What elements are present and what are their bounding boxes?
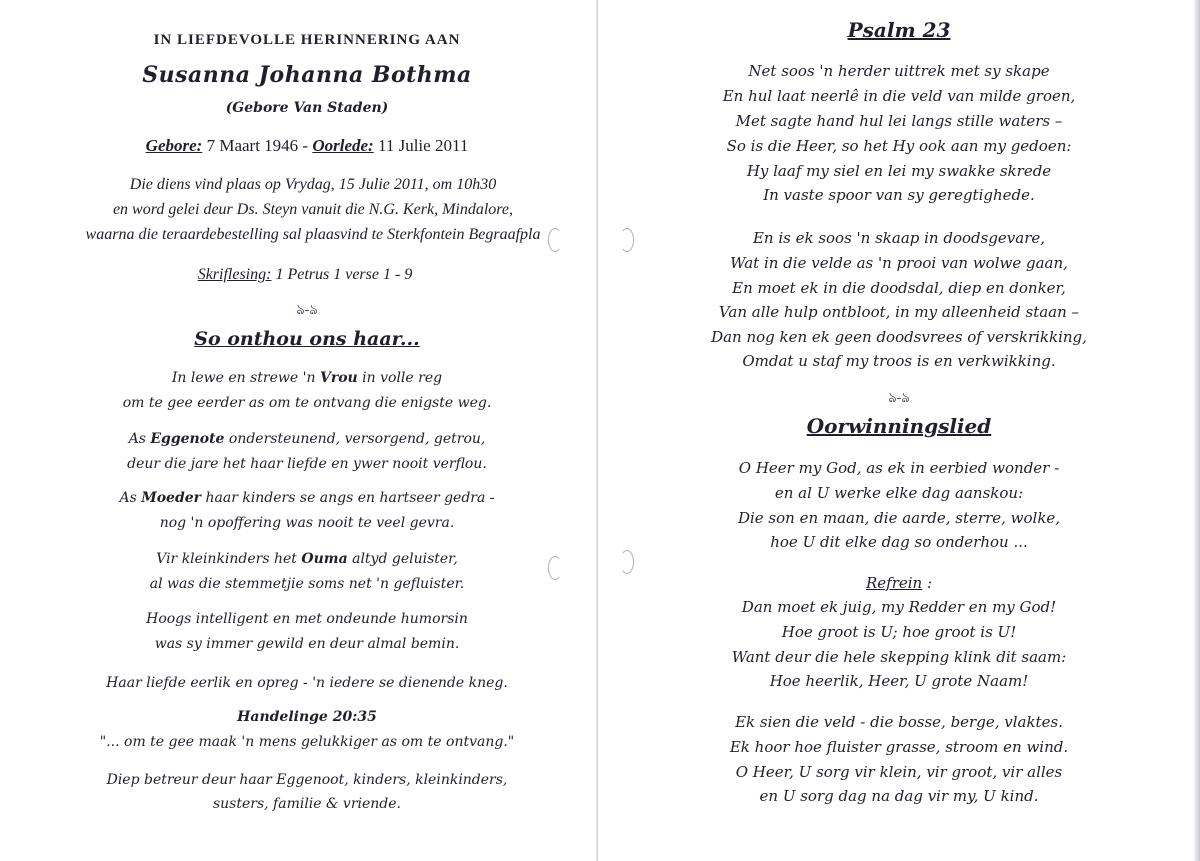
punch-hole: [548, 228, 562, 252]
service-line: waarna die teraardebestelling sal plaasvind te Sterkfontein Begraafpla: [85, 226, 541, 243]
poem-line: [0, 551, 598, 567]
psalm-line: Hy laaf my siel en lei my swakke skrede: [746, 162, 1052, 180]
born-label: Gebore:: [145, 136, 203, 155]
psalm-title: Psalm 23: [847, 18, 951, 42]
hymn-line: O Heer, U sorg vir klein, vir groot, vir alles: [735, 763, 1063, 781]
ornament-divider: ঌ-ঌ: [888, 390, 910, 406]
reference-title: Handelinge 20:35: [237, 709, 377, 725]
poem-line: was sy immer gewild en deur almal bemin.: [154, 636, 460, 652]
refrain-line: Hoe heerlik, Heer, U grote Naam!: [769, 672, 1029, 690]
died-date: 11 Julie 2011: [373, 136, 469, 155]
mourners-line: susters, familie & vriende.: [212, 796, 402, 812]
poem-line: [0, 490, 598, 506]
poem-line: deur die jare het haar liefde en ywer nooit verflou.: [127, 456, 487, 472]
refrain-line: Dan moet ek juig, my Redder en my God!: [741, 598, 1057, 616]
ornament-divider: ঌ-ঌ: [296, 302, 318, 318]
poem-text: As: [119, 490, 142, 506]
poem-text: In lewe en strewe 'n: [171, 370, 320, 386]
left-page: [0, 0, 598, 861]
hymn-line: en U sorg dag na dag vir my, U kind.: [759, 787, 1039, 805]
poem-text: As: [128, 431, 151, 447]
psalm-line: En hul laat neerlê in die veld van milde groen,: [722, 87, 1076, 105]
psalm-line: Wat in die velde as 'n prooi van wolwe gaan,: [730, 254, 1068, 272]
service-line: Die diens vind plaas op Vrydag, 15 Julie 2011, om 10h30: [129, 176, 497, 193]
hymn-line: Die son en maan, die aarde, sterre, wolke,: [737, 509, 1061, 527]
psalm-line: Net soos 'n herder uittrek met sy skape: [748, 62, 1050, 80]
mourners-line: Diep betreur deur haar Eggenoot, kinders, kleinkinders,: [106, 772, 508, 788]
poem-line: om te gee eerder as om te ontvang die enigste weg.: [122, 395, 492, 411]
memorial-header: IN LIEFDEVOLLE HERINNERING AAN: [153, 32, 461, 48]
poem-emphasis: Ouma: [301, 551, 348, 567]
refrain-label-text: Refrein: [865, 574, 923, 592]
hymn-line: Ek hoor hoe fluister grasse, stroom en wind.: [729, 738, 1069, 756]
hymn-title: Oorwinningslied: [806, 414, 992, 438]
psalm-line: Met sagte hand hul lei langs stille waters –: [735, 112, 1063, 130]
scripture-line: [0, 266, 598, 284]
poem-emphasis: Eggenote: [150, 431, 225, 447]
poem-text: Vir kleinkinders het: [156, 551, 302, 567]
poem-text: ondersteunend, versorgend, getrou,: [224, 431, 486, 447]
right-page: [598, 0, 1200, 861]
poem-emphasis: Moeder: [141, 490, 202, 506]
punch-hole: [620, 550, 634, 574]
poem-text: altyd geluister,: [347, 551, 458, 567]
psalm-line: So is die Heer, so het Hy ook aan my gedoen:: [726, 137, 1072, 155]
poem-line: [0, 431, 598, 447]
refrain-label: [598, 574, 1200, 592]
poem-text: in volle reg: [357, 370, 443, 386]
psalm-line: Dan nog ken ek geen doodsvrees of verskrikking,: [711, 328, 1087, 346]
poem-line: al was die stemmetjie soms net 'n gefluister.: [149, 576, 465, 592]
poem-title: So onthou ons haar...: [194, 328, 420, 350]
poem-line: Haar liefde eerlik en opreg - 'n iedere se dienende kneg.: [106, 675, 508, 691]
poem-line: [0, 370, 598, 386]
psalm-line: Omdat u staf my troos is en verkwikking.: [742, 352, 1056, 370]
maiden-name: (Gebore Van Staden): [225, 100, 389, 116]
scripture-text: 1 Petrus 1 verse 1 - 9: [271, 266, 413, 283]
page-edge: [1194, 0, 1200, 861]
service-line: en word gelei deur Ds. Steyn vanuit die N.G. Kerk, Mindalore,: [112, 201, 514, 218]
psalm-line: En is ek soos 'n skaap in doodsgevare,: [752, 229, 1046, 247]
died-label: Oorlede:: [312, 136, 374, 155]
psalm-line: En moet ek in die doodsdal, diep en donker,: [732, 279, 1066, 297]
punch-hole: [548, 556, 562, 580]
refrain-colon: :: [922, 574, 933, 592]
punch-hole: [620, 228, 634, 252]
deceased-name: Susanna Johanna Bothma: [142, 62, 472, 88]
dates-line: [0, 136, 598, 156]
psalm-line: In vaste spoor van sy geregtighede.: [763, 186, 1035, 204]
poem-line: nog 'n opoffering was nooit te veel gevra.: [159, 515, 455, 531]
poem-line: Hoogs intelligent en met ondeunde humorsin: [146, 611, 468, 627]
poem-emphasis: Vrou: [319, 370, 358, 386]
reference-quote: "... om te gee maak 'n mens gelukkiger as om te ontvang.": [99, 734, 515, 750]
refrain-line: Want deur die hele skepping klink dit saam:: [731, 648, 1067, 666]
hymn-line: Ek sien die veld - die bosse, berge, vlaktes.: [735, 713, 1063, 731]
hymn-line: hoe U dit elke dag so onderhou ...: [770, 533, 1028, 551]
scripture-label: Skriflesing:: [197, 266, 272, 283]
refrain-line: Hoe groot is U; hoe groot is U!: [781, 623, 1017, 641]
hymn-line: en al U werke elke dag aanskou:: [774, 484, 1024, 502]
born-date: 7 Maart 1946 -: [202, 136, 313, 155]
poem-text: haar kinders se angs en hartseer gedra -: [201, 490, 495, 506]
hymn-line: O Heer my God, as ek in eerbied wonder -: [738, 459, 1060, 477]
psalm-line: Van alle hulp ontbloot, in my alleenheid staan –: [718, 303, 1080, 321]
